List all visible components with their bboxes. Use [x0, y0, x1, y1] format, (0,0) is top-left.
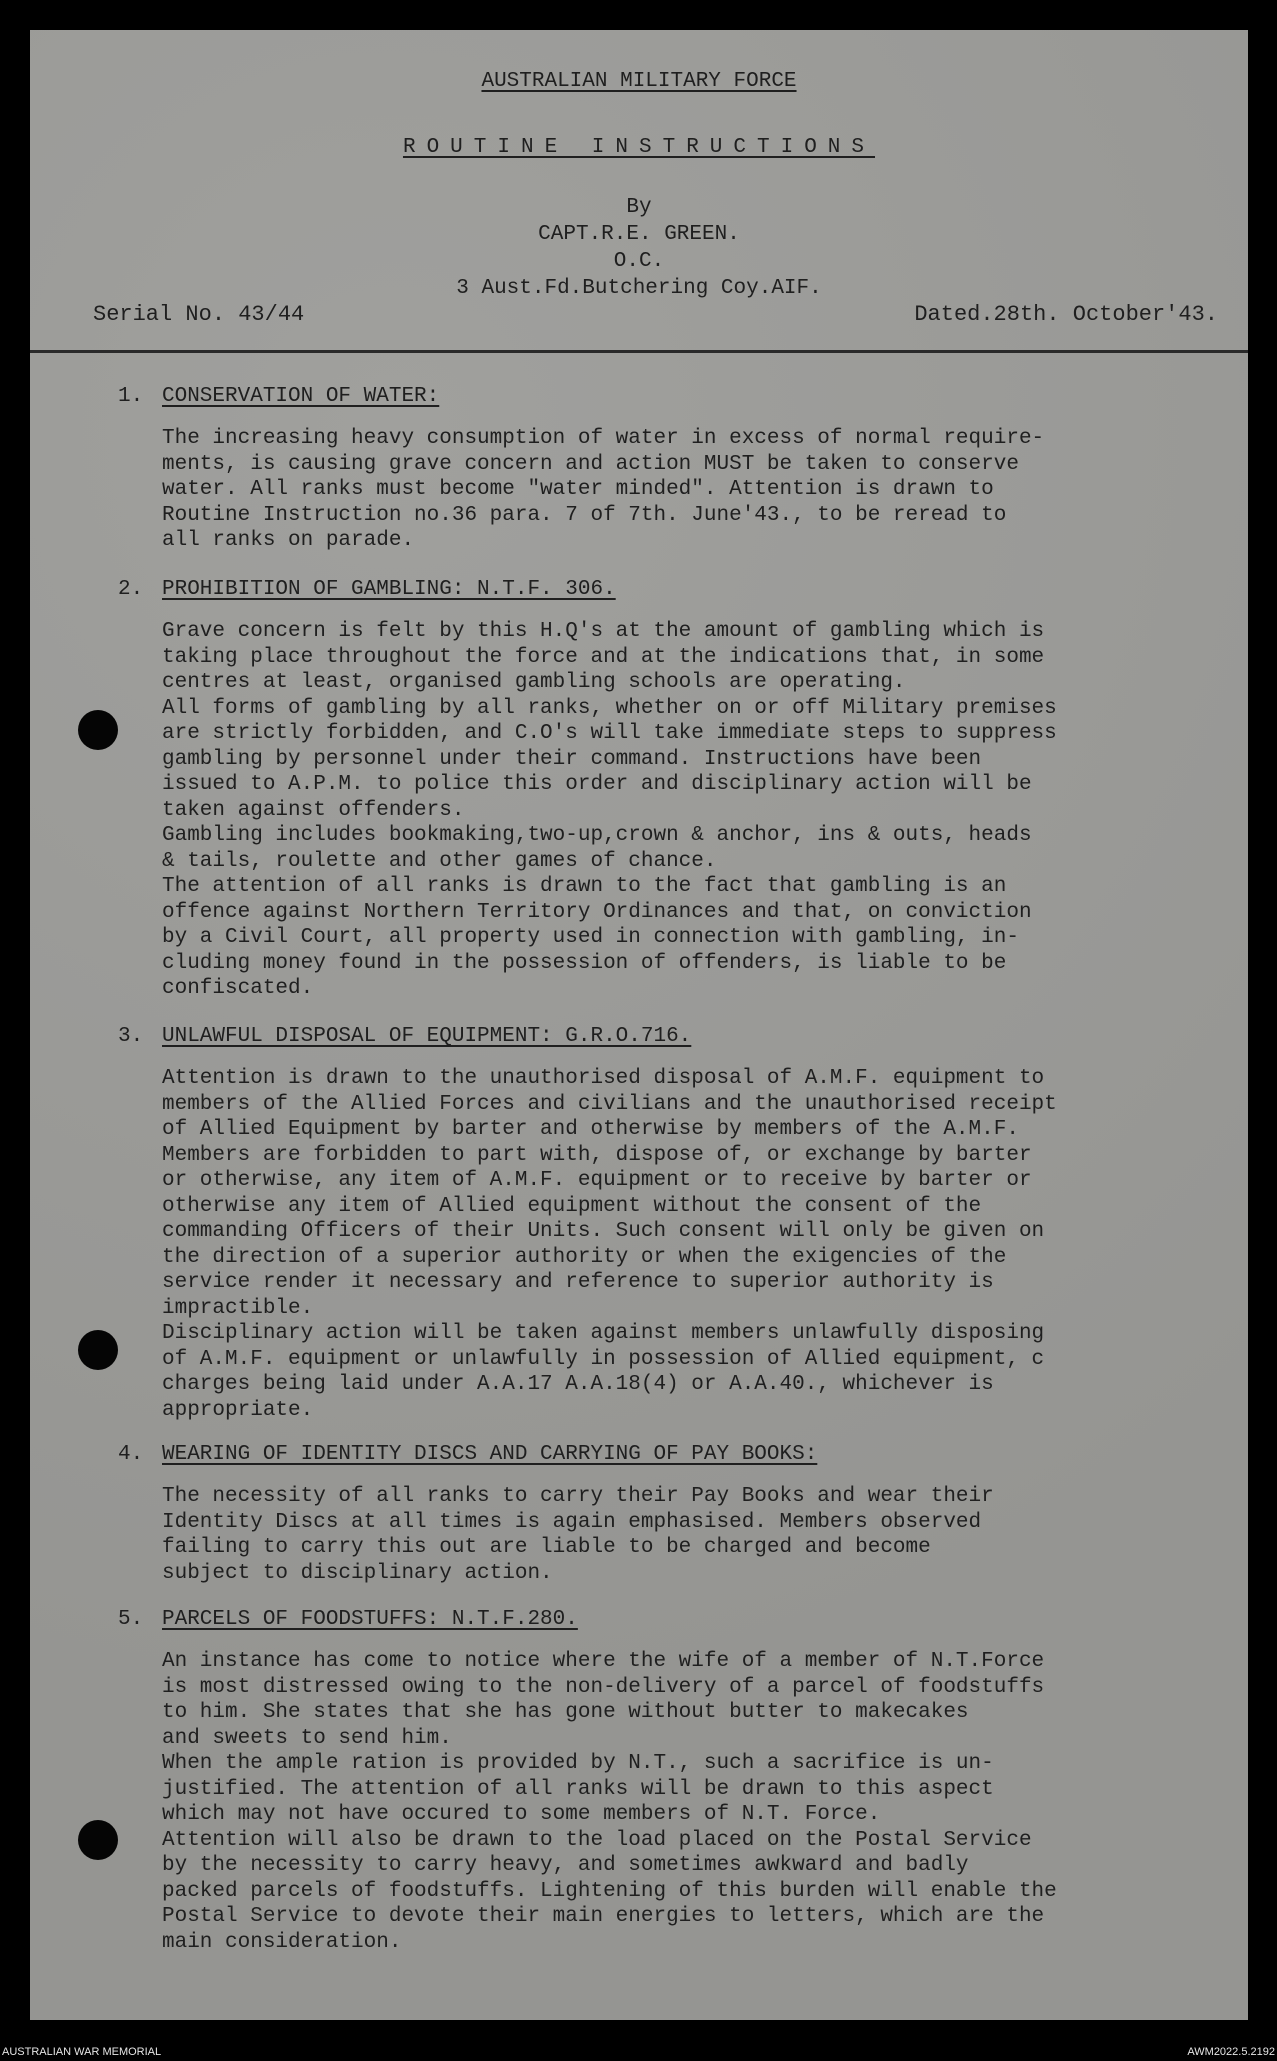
body-line: taking place throughout the force and at the indications that, in some	[162, 645, 1045, 669]
body-line: water. All ranks must become "water minded". Attention is drawn to	[162, 478, 994, 501]
body-line: failing to carry this out are liable to be charged and become	[162, 1536, 931, 1559]
section-number: 1.	[118, 385, 144, 408]
body-line: by a Civil Court, all property used in connection with gambling, in-	[162, 926, 1019, 949]
section-body	[162, 1484, 1228, 1586]
body-line: Attention will also be drawn to the load placed on the Postal Service	[162, 1828, 1032, 1852]
body-line: charges being laid under A.A.17 A.A.18(4) or A.A.40., whichever is	[162, 1373, 994, 1396]
body-line: cluding money found in the possession of offenders, is liable to be	[162, 951, 1007, 975]
section-heading	[118, 575, 1228, 609]
document-subtitle: ROUTINE INSTRUCTIONS	[402, 136, 876, 159]
body-line: and sweets to send him.	[162, 1726, 452, 1750]
body-line: the direction of a superior authority or when the exigencies of the	[162, 1245, 1007, 1269]
body-line: of Allied Equipment by barter and otherwise by members of the A.M.F.	[162, 1118, 1019, 1141]
archive-reference: AWM2022.5.2192	[1187, 2046, 1275, 2058]
body-line: otherwise any item of Allied equipment without the consent of the	[162, 1194, 982, 1218]
body-line: subject to disciplinary action.	[162, 1561, 553, 1585]
body-line: centres at least, organised gambling schools are operating.	[162, 671, 906, 694]
body-line: appropriate.	[162, 1398, 314, 1422]
body-line: An instance has come to notice where the wife of a member of N.T.Force	[162, 1650, 1045, 1673]
body-line: commanding Officers of their Units. Such consent will only be given on	[162, 1220, 1045, 1243]
officer-name: CAPT.R.E. GREEN.	[538, 223, 740, 246]
section-title: WEARING OF IDENTITY DISCS AND CARRYING OF PAY BOOKS:	[162, 1443, 818, 1466]
body-line: Routine Instruction no.36 para. 7 of 7th. June'43., to be reread to	[162, 503, 1007, 527]
section-heading	[118, 1605, 1228, 1639]
body-line: main consideration.	[162, 1930, 402, 1954]
section-heading	[118, 1022, 1228, 1056]
section-number: 4.	[118, 1443, 144, 1466]
section-heading	[118, 382, 1228, 416]
section-identity-discs-and-pay-books	[118, 1440, 1228, 1586]
body-line: by the necessity to carry heavy, and sometimes awkward and badly	[162, 1854, 969, 1877]
section-body	[162, 426, 1228, 554]
body-line: Gambling includes bookmaking,two-up,crown & anchor, ins & outs, heads	[162, 824, 1032, 847]
section-title: PROHIBITION OF GAMBLING: N.T.F. 306.	[162, 578, 616, 601]
section-unlawful-disposal-of-equipment	[118, 1022, 1228, 1423]
body-line: The increasing heavy consumption of water in excess of normal require-	[162, 427, 1045, 450]
section-number: 2.	[118, 578, 144, 601]
body-line: The attention of all ranks is drawn to the fact that gambling is an	[162, 875, 1007, 898]
body-line: Attention is drawn to the unauthorised disposal of A.M.F. equipment to	[162, 1067, 1045, 1090]
body-line: service render it necessary and reference to superior authority is	[162, 1271, 994, 1294]
body-line: are strictly forbidden, and C.O's will take immediate steps to suppress	[162, 722, 1057, 745]
header-divider	[30, 350, 1248, 353]
body-line: & tails, roulette and other games of chance.	[162, 849, 717, 873]
section-number: 3.	[118, 1025, 144, 1048]
body-line: which may not have occured to some members of N.T. Force.	[162, 1803, 881, 1826]
document-date: Dated.28th. October'43.	[914, 302, 1218, 327]
body-line: When the ample ration is provided by N.T., such a sacrifice is un-	[162, 1752, 994, 1775]
section-heading	[118, 1440, 1228, 1474]
body-line: Identity Discs at all times is again emphasised. Members observed	[162, 1510, 982, 1534]
body-line: is most distressed owing to the non-delivery of a parcel of foodstuffs	[162, 1675, 1045, 1699]
body-line: The necessity of all ranks to carry their Pay Books and wear their	[162, 1485, 994, 1508]
body-line: impractible.	[162, 1296, 314, 1320]
body-line: of A.M.F. equipment or unlawfully in possession of Allied equipment, c	[162, 1347, 1045, 1371]
section-title: PARCELS OF FOODSTUFFS: N.T.F.280.	[162, 1608, 578, 1631]
body-line: members of the Allied Forces and civilians and the unauthorised receipt	[162, 1092, 1057, 1116]
body-line: Members are forbidden to part with, dispose of, or exchange by barter	[162, 1143, 1032, 1167]
body-line: to him. She states that she has gone without butter to makecakes	[162, 1701, 969, 1724]
section-body	[162, 619, 1228, 1002]
body-line: taken against offenders.	[162, 798, 465, 822]
punch-hole	[78, 1330, 118, 1370]
body-line: Postal Service to devote their main energies to letters, which are the	[162, 1905, 1045, 1928]
section-conservation-of-water	[118, 382, 1228, 554]
officer-role: O.C.	[613, 250, 665, 273]
serial-number: Serial No. 43/44	[93, 302, 305, 327]
section-title: UNLAWFUL DISPOSAL OF EQUIPMENT: G.R.O.716.	[162, 1025, 692, 1048]
body-line: Disciplinary action will be taken against members unlawfully disposing	[162, 1322, 1045, 1345]
by-line: By	[626, 196, 652, 219]
body-line: Grave concern is felt by this H.Q's at the amount of gambling which is	[162, 620, 1045, 643]
body-line: confiscated.	[162, 977, 314, 1000]
section-body	[162, 1066, 1228, 1423]
body-line: or otherwise, any item of A.M.F. equipment or to receive by barter or	[162, 1169, 1032, 1192]
body-line: all ranks on parade.	[162, 529, 415, 552]
body-line: justified. The attention of all ranks will be drawn to this aspect	[162, 1777, 994, 1801]
section-parcels-of-foodstuffs	[118, 1605, 1228, 1955]
archive-credit: AUSTRALIAN WAR MEMORIAL	[2, 2046, 162, 2058]
unit-name: 3 Aust.Fd.Butchering Coy.AIF.	[456, 277, 822, 300]
body-line: issued to A.P.M. to police this order and disciplinary action will be	[162, 773, 1032, 796]
body-line: packed parcels of foodstuffs. Lightening of this burden will enable the	[162, 1879, 1057, 1903]
body-line: gambling by personnel under their command. Instructions have been	[162, 747, 982, 771]
document-title: AUSTRALIAN MILITARY FORCE	[481, 70, 797, 93]
body-line: offence against Northern Territory Ordinances and that, on conviction	[162, 900, 1032, 924]
body-line: ments, is causing grave concern and action MUST be taken to conserve	[162, 452, 1019, 476]
document-page	[30, 30, 1248, 2020]
section-prohibition-of-gambling	[118, 575, 1228, 1002]
section-number: 5.	[118, 1608, 144, 1631]
section-body	[162, 1649, 1228, 1955]
punch-hole	[78, 1820, 118, 1860]
section-title: CONSERVATION OF WATER:	[162, 385, 440, 408]
punch-hole	[78, 710, 118, 750]
body-line: All forms of gambling by all ranks, whether on or off Military premises	[162, 696, 1057, 720]
